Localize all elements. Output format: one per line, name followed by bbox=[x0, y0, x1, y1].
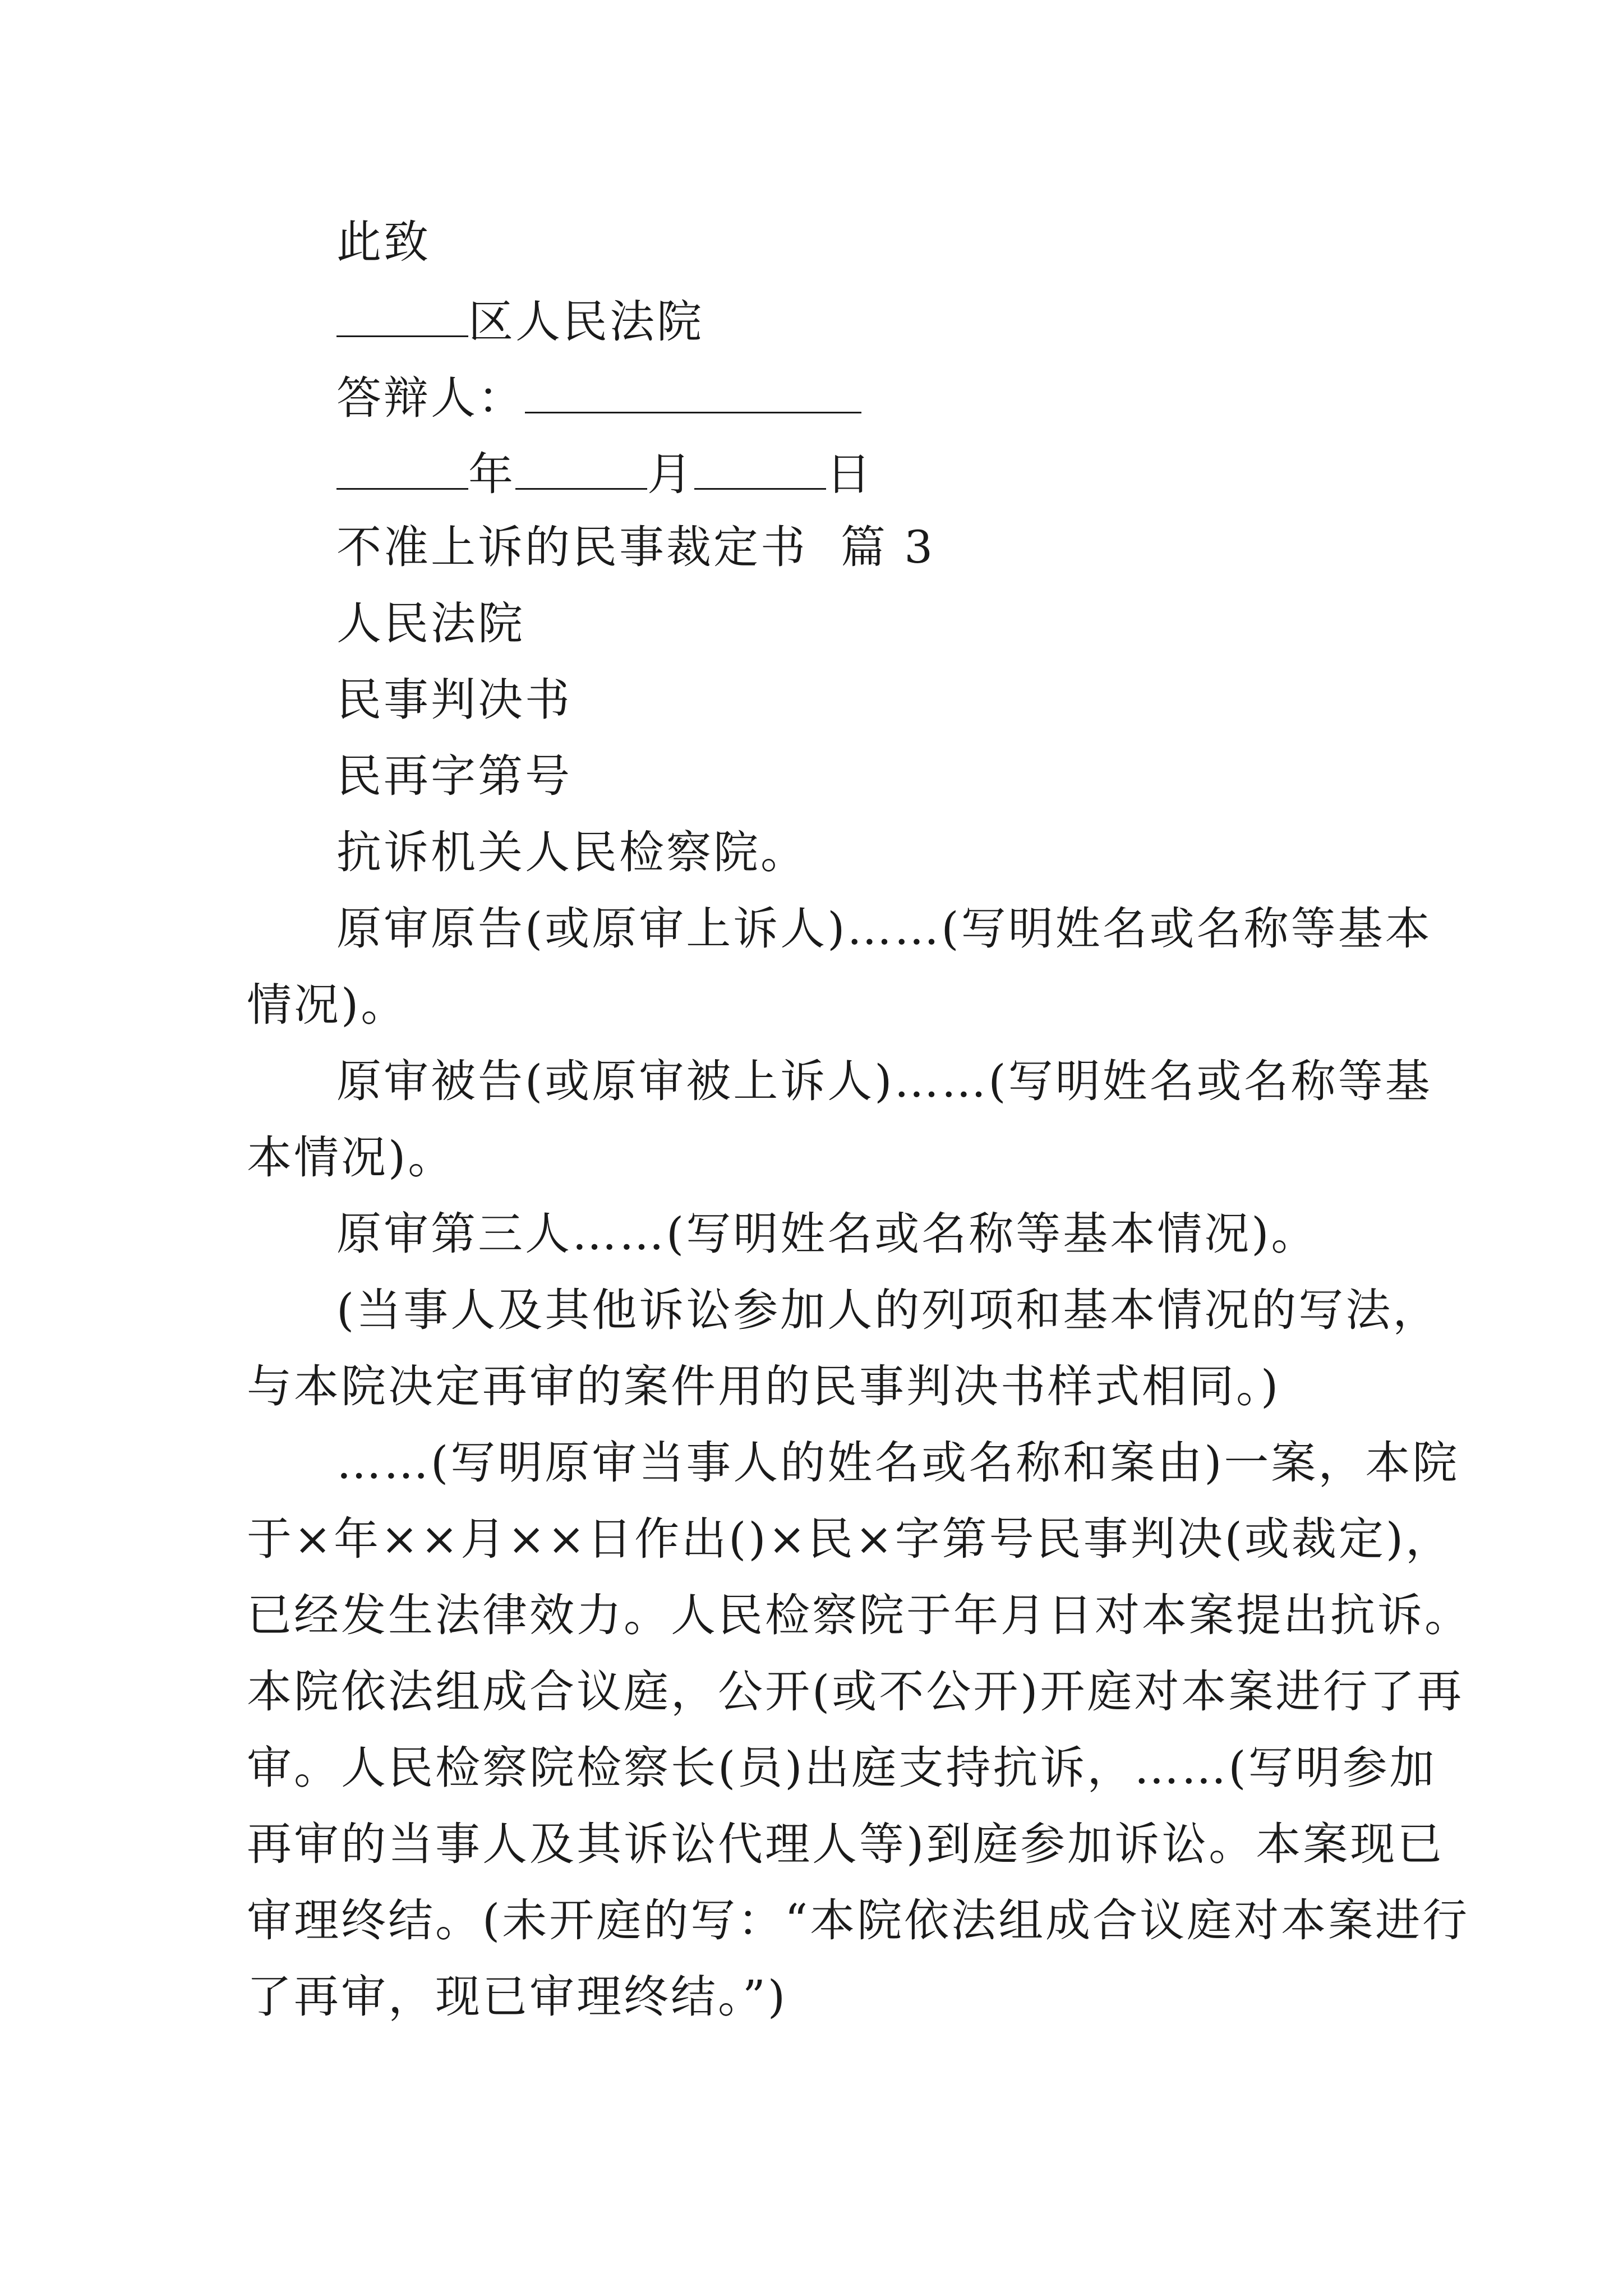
date-line bbox=[336, 448, 873, 500]
paragraph-line: 本院依法组成合议庭，公开(或不公开)开庭对本案进行了再 bbox=[247, 1665, 1464, 1718]
paragraph-line: 于×年××月××日作出()×民×字第号民事判决(或裁定)， bbox=[247, 1513, 1453, 1565]
day-blank bbox=[694, 449, 826, 490]
respondent-label: 答辩人： bbox=[336, 372, 525, 424]
paragraph-line: ……(写明原审当事人的姓名或名称和案由)一案，本院 bbox=[336, 1437, 1460, 1489]
respondent-blank bbox=[525, 372, 861, 413]
paragraph-line: 已经发生法律效力。人民检察院于年月日对本案提出抗诉。 bbox=[247, 1589, 1472, 1641]
paragraph-line: 本情况)。 bbox=[247, 1131, 455, 1184]
court-name: 区人民法院 bbox=[468, 296, 704, 348]
paragraph-line: 了再审，现已审理终结。”) bbox=[247, 1971, 788, 2023]
court-blank bbox=[336, 296, 468, 337]
paragraph-line: 审。人民检察院检察长(员)出庭支持抗诉，……(写明参加 bbox=[247, 1742, 1437, 1794]
paragraph-line: 原审原告(或原审上诉人)……(写明姓名或名称等基本 bbox=[336, 903, 1432, 955]
paragraph-line: 原审第三人……(写明姓名或名称等基本情况)。 bbox=[336, 1208, 1318, 1260]
date-month: 月 bbox=[647, 448, 694, 500]
paragraph-line: 审理终结。(未开庭的写：“本院依法组成合议庭对本案进行 bbox=[247, 1894, 1470, 1947]
month-blank bbox=[515, 449, 647, 490]
salutation: 此致 bbox=[336, 216, 431, 268]
paragraph-line: 与本院决定再审的案件用的民事判决书样式相同。) bbox=[247, 1360, 1281, 1412]
paragraph-line: 情况)。 bbox=[247, 979, 408, 1031]
date-year: 年 bbox=[468, 448, 515, 500]
court-title: 人民法院 bbox=[336, 597, 525, 650]
protest-organ: 抗诉机关人民检察院。 bbox=[336, 826, 808, 878]
court-line bbox=[336, 296, 704, 348]
paragraph-line: (当事人及其他诉讼参加人的列项和基本情况的写法， bbox=[336, 1284, 1440, 1336]
document-type: 民事判决书 bbox=[336, 674, 572, 726]
respondent-line bbox=[336, 372, 861, 424]
year-blank bbox=[336, 449, 468, 490]
paragraph-line: 再审的当事人及其诉讼代理人等)到庭参加诉讼。本案现已 bbox=[247, 1818, 1445, 1870]
paragraph-line: 原审被告(或原审被上诉人)……(写明姓名或名称等基 bbox=[336, 1055, 1432, 1107]
case-number: 民再字第号 bbox=[336, 750, 572, 802]
date-day: 日 bbox=[826, 448, 873, 500]
section-heading: 不准上诉的民事裁定书 篇 3 bbox=[336, 521, 935, 573]
